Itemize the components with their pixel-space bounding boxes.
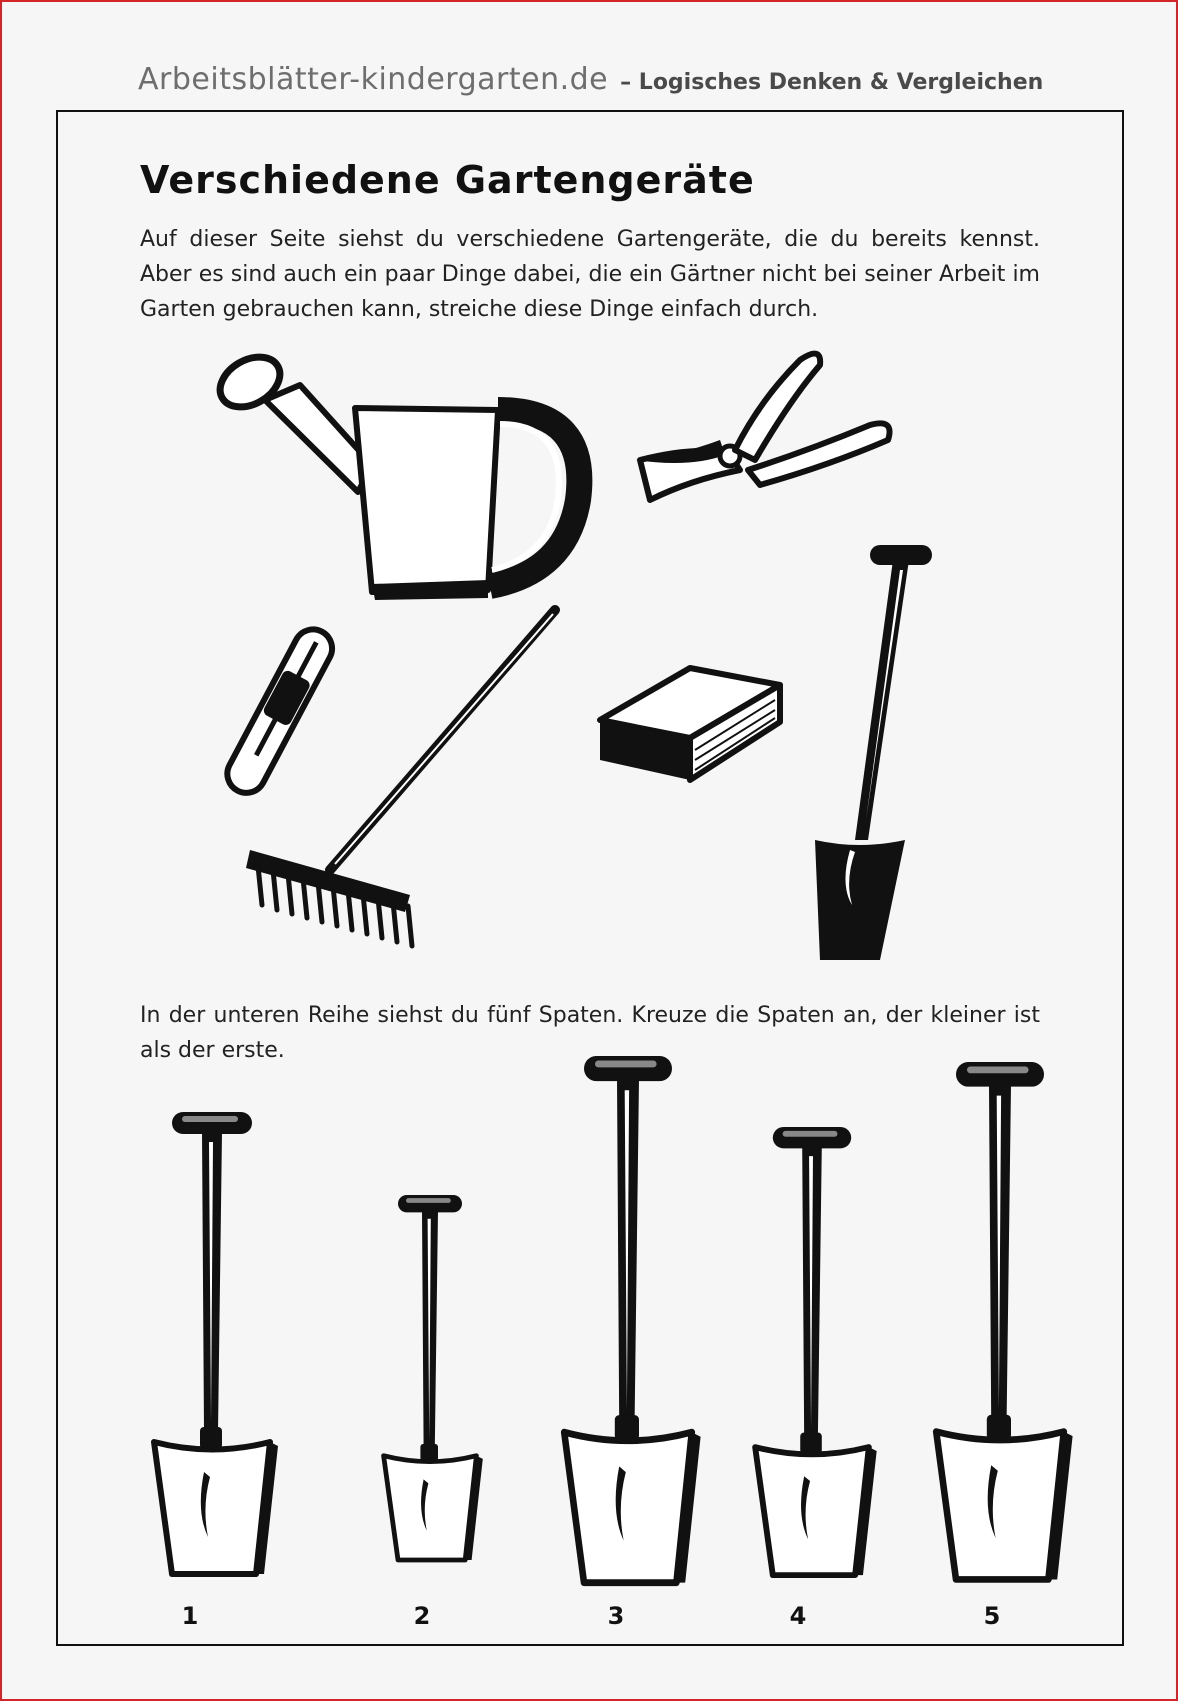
spade-2[interactable]	[384, 1195, 483, 1560]
spade-3[interactable]	[564, 1056, 700, 1583]
task-text: In der unteren Reihe siehst du fünf Spaten. Kreuze die Spaten an, der kleiner ist als der erste.	[140, 1003, 1040, 1063]
spade-label-3: 3	[607, 1602, 625, 1630]
spade-label-2: 2	[413, 1602, 431, 1630]
intro-text: Auf dieser Seite siehst du verschiedene Gartengeräte, die du bereits kennst. Aber es sind auch ein paar Dinge dabei, die ein Gärtner nicht bei seiner Arbeit im Garten gebrauchen kann, streiche diese Dinge einfach durch.	[140, 227, 1040, 322]
topic-label: – Logisches Denken & Vergleichen	[620, 70, 1044, 95]
spade-4[interactable]	[755, 1127, 877, 1575]
spade-1[interactable]	[154, 1112, 278, 1574]
spade-5[interactable]	[936, 1062, 1072, 1579]
spade-label-5: 5	[983, 1602, 1001, 1630]
spade-label-4: 4	[789, 1602, 807, 1630]
site-name: Arbeitsblätter-kindergarten.de	[138, 62, 609, 97]
worksheet-title: Verschiedene Gartengeräte	[140, 158, 755, 202]
spade-label-1: 1	[181, 1602, 199, 1630]
